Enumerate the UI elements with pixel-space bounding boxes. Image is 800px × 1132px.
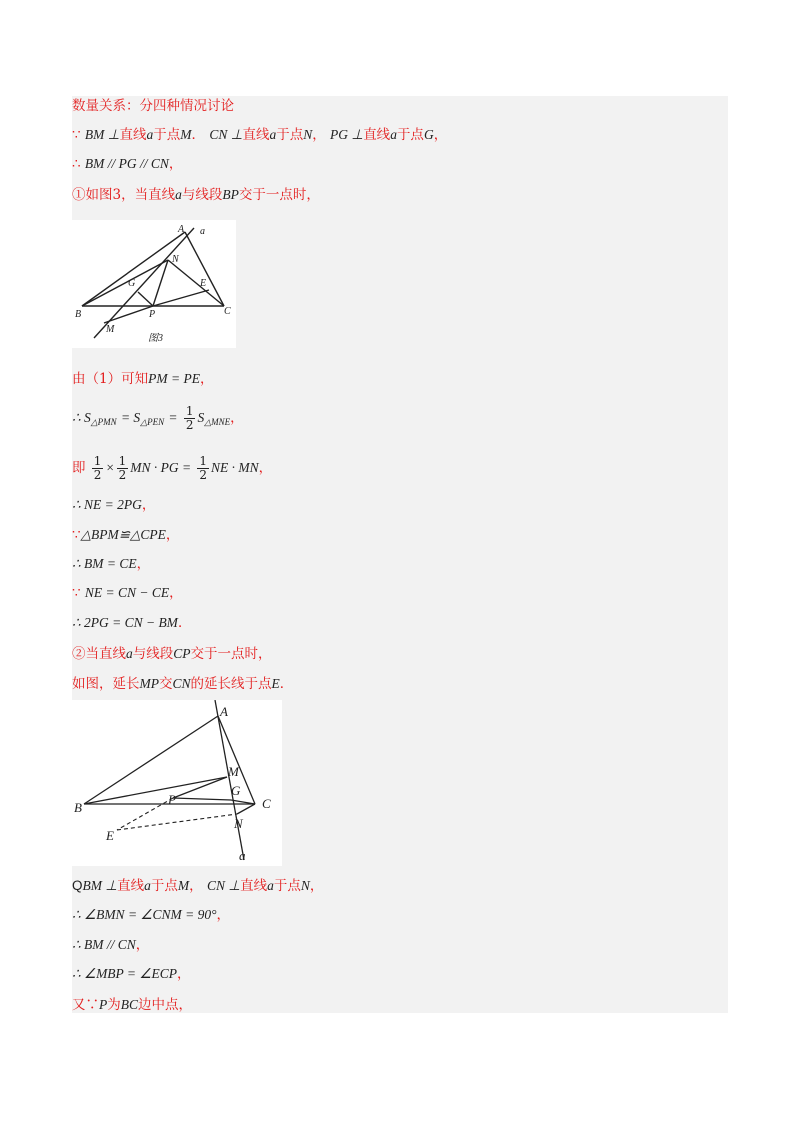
denominator: 2 [199,468,207,482]
punct: ， [136,556,151,572]
math-a: a [146,127,154,142]
case-2-heading [72,641,728,667]
label-A: A [220,704,228,719]
because-symbol: Q [72,878,83,893]
denominator: 2 [185,418,194,432]
math-bp: BP [222,187,239,202]
statement-congruent [72,522,728,548]
label-a: a [239,848,246,863]
text-line: 直线 [119,127,147,143]
text: 交于一点时， [190,646,272,662]
label-C: C [224,306,231,317]
punct: ， [309,878,324,894]
text-at-point: 于点 [150,878,178,894]
label-N: N [234,816,243,831]
math-n: N [303,127,313,142]
fraction-1 [92,455,104,482]
figure-case-2-diagram [72,700,282,866]
because-symbol: ∵ [72,127,81,143]
math-expr: NE = CN − CE [84,585,170,600]
numerator: 1 [93,454,102,468]
statement-equal-angles [72,961,728,987]
numerator: 1 [185,404,194,418]
figure-3-diagram [72,220,236,348]
statement-area [72,398,728,438]
text-line: 直线 [117,878,145,894]
statement-extend [72,671,728,697]
heading-text: 数量关系：分四种情况讨论 [72,98,234,114]
punct: ， [199,371,214,387]
label-N: N [172,254,179,265]
statement-ne-diff [72,580,728,606]
text: 即 [72,460,86,476]
math-s: ∴ S [72,410,91,425]
statement-right-angles [72,902,728,928]
fraction-half [184,405,196,432]
math-expr: ∴ BM = CE [72,556,137,571]
math-a: a [390,127,397,142]
math-cp: CP [173,646,191,661]
statement-bm-parallel-cn [72,932,728,958]
denominator: 2 [93,468,102,482]
punct: ． [279,676,294,692]
label-M: M [228,764,239,779]
dashed-en [117,814,237,830]
punct: ， [230,410,244,426]
statement-ne-2pg [72,492,728,518]
math-cn: CN [172,676,191,691]
figure-case-2 [72,700,282,866]
label-A: A [178,224,185,235]
punct: ， [312,127,326,143]
segment-pg [173,798,231,800]
punct: ． [177,615,192,631]
math-eq: = [168,410,178,425]
text-at-point: 于点 [273,878,301,894]
statement-parallel [72,151,728,177]
math-s: S [197,410,205,425]
math-a: a [144,878,151,893]
text-at-point: 于点 [153,127,181,143]
math-a: a [269,127,277,142]
math-cn-perp: CN ⊥ [206,878,241,893]
fraction-3 [197,455,209,482]
label-G: G [231,783,241,798]
punct: ， [135,937,150,953]
segment-pe [153,290,209,306]
therefore-symbol: ∴ [72,156,81,172]
text-line: 直线 [363,127,391,143]
text: 又∵ [72,997,99,1013]
math-expr: ∴ BM // CN [72,937,136,952]
math-sub: △PMN [90,417,117,427]
fraction-2 [117,455,129,482]
figure-3 [72,220,236,348]
text: 交 [159,676,173,692]
label-E: E [200,278,207,289]
math-times: × [105,460,115,475]
math-cn-perp: CN ⊥ [209,127,243,142]
punct: ， [258,460,273,476]
punct: ， [165,527,180,543]
math-g: G [423,127,434,142]
statement-midpoint [72,992,728,1018]
label-C: C [262,796,271,811]
label-M: M [106,324,115,335]
math-expression: BM // PG // CN [84,156,169,171]
math-eq-s: = S [120,410,141,425]
math-pg-perp: PG ⊥ [330,127,364,142]
label-G: G [128,278,136,289]
math-e: E [271,676,280,691]
math-pm-pe: PM = PE [148,371,200,386]
punct: ， [141,497,156,513]
math-a: a [267,878,274,893]
segment-pm [173,777,227,798]
text: 为 [107,997,121,1013]
math-expr: ∴ ∠MBP = ∠ECP [72,966,178,981]
label-B: B [75,309,82,320]
statement-perpendicular [72,122,728,148]
math-expr: ∴ NE = 2PG [72,497,142,512]
punct: ， [177,966,191,982]
label-B: B [74,800,82,815]
math-expr: ∴ 2PG = CN − BM [72,615,178,630]
math-p: P [99,997,108,1012]
punct: ． [191,127,206,143]
math-mp: MP [139,676,159,691]
because-symbol: ∵ [72,585,81,601]
punct: ， [189,878,203,894]
text: 如图，延长 [72,676,140,692]
math-m: M [180,127,192,142]
numerator: 1 [199,454,207,468]
text: ①如图3，当直线 [72,187,176,203]
math-a: a [126,646,133,661]
text: 交于一点时， [238,187,320,203]
math-sub: △MNE [204,417,231,427]
denominator: 2 [118,468,127,482]
math-expr: △BPM≌△CPE [80,527,166,542]
math-sub: △PEN [140,417,165,427]
label-P: P [168,792,176,807]
math-expr: NE · MN [211,460,259,475]
numerator: 1 [118,454,127,468]
math-expr: ∴ ∠BMN = ∠CNM = 90° [72,907,217,922]
segment-cn [237,804,255,814]
text-line: 直线 [242,127,270,143]
punct: ， [216,907,231,923]
segment-gp [138,292,153,306]
statement-bm-ce [72,551,728,577]
math-bm-perp: BM ⊥ [82,878,118,893]
case-1-heading [72,182,728,208]
math-n: N [300,878,310,893]
label-E: E [106,828,114,843]
text: ②当直线 [72,646,126,662]
because-symbol: ∵ [72,527,81,543]
text-at-point: 于点 [396,127,424,143]
segment-mp [104,306,156,323]
math-m: M [177,878,190,893]
statement-perpendicular-2 [72,873,728,899]
punct: ， [169,585,183,601]
text: 由（1）可知 [72,371,149,387]
statement-namely [72,448,728,488]
math-bm-perp: BM ⊥ [84,127,120,142]
figure-3-caption: 图3 [148,333,163,344]
math-bc: BC [120,997,139,1012]
punct: ， [168,156,183,172]
statement-pm-pe [72,366,728,392]
label-P: P [149,309,156,320]
statement-conclusion-1 [72,610,728,636]
math-expr: MN · PG = [130,460,192,475]
text-at-point: 于点 [276,127,304,143]
math-a: a [175,187,182,202]
text: 与线段 [181,187,223,203]
text: 边中点， [138,997,193,1013]
text: 的延长线于点 [190,676,272,692]
punct: ， [433,127,448,143]
text-line: 直线 [240,878,268,894]
label-a: a [200,226,205,237]
dashed-pe [117,798,173,830]
heading-quantity-relation [72,93,728,119]
text: 与线段 [132,646,174,662]
